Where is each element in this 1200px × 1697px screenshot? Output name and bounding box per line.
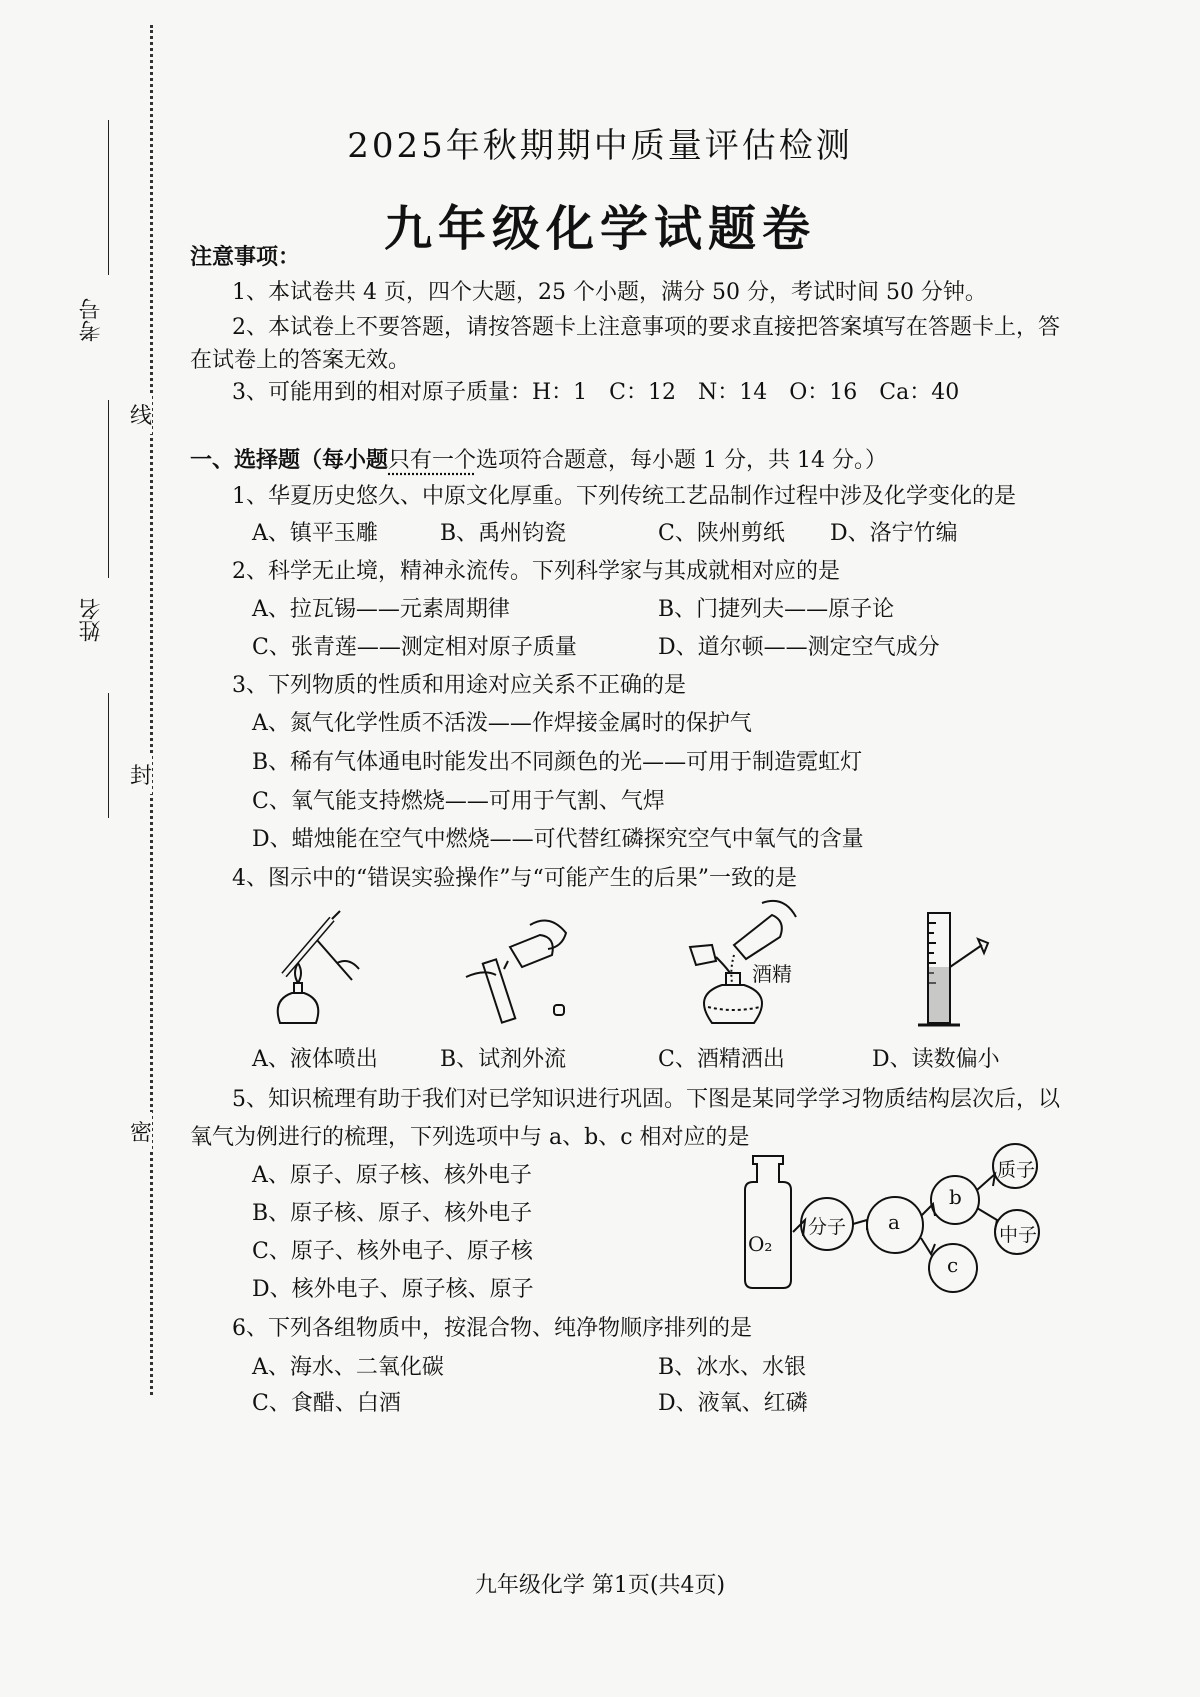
q1-option-d: D、洛宁竹编 xyxy=(830,521,958,546)
q6-option-d: D、液氧、红磷 xyxy=(658,1391,808,1416)
notice-item-3: 3、可能用到的相对原子质量：H：1 C：12 N：14 O：16 Ca：40 xyxy=(232,380,960,405)
q6-option-c: C、食醋、白酒 xyxy=(252,1391,401,1416)
notice-heading: 注意事项： xyxy=(190,244,301,270)
q3-option-c: C、氧气能支持燃烧——可用于气割、气焊 xyxy=(252,789,665,814)
q4-option-a: A、液体喷出 xyxy=(252,1047,378,1072)
diagram-c-label: c xyxy=(947,1253,959,1277)
q4-figure-d-cylinder xyxy=(908,905,998,1035)
name-label: 姓名 xyxy=(79,598,104,642)
diagram-bottle-label: O₂ xyxy=(748,1232,773,1256)
section-1-heading-pre: 一、选择题（每小题 xyxy=(190,447,389,473)
q5-option-a: A、原子、原子核、核外电子 xyxy=(252,1163,532,1188)
q5-stem-1: 5、知识梳理有助于我们对已学知识进行巩固。下图是某同学学习物质结构层次后，以 xyxy=(232,1087,1060,1112)
exam-no-label: 考号 xyxy=(79,298,104,342)
q5-option-b: B、原子核、原子、核外电子 xyxy=(252,1201,533,1226)
notice-item-2b: 在试卷上的答案无效。 xyxy=(190,348,411,373)
q3-option-d: D、蜡烛能在空气中燃烧——可代替红磷探究空气中氧气的含量 xyxy=(252,827,864,852)
extra-underline xyxy=(108,693,109,818)
q4-option-b: B、试剂外流 xyxy=(440,1047,567,1072)
diagram-b-label: b xyxy=(949,1185,962,1209)
section-1-heading-emphasis: 只有一个 xyxy=(388,448,477,473)
page-footer: 九年级化学 第1页(共4页) xyxy=(474,1573,726,1598)
q3-option-a: A、氮气化学性质不活泼——作焊接金属时的保护气 xyxy=(252,711,752,736)
q4-figure-b-pouring xyxy=(460,905,580,1030)
diagram-neutron-label: 中子 xyxy=(999,1224,1038,1246)
exam-subtitle: 九年级化学试题卷 xyxy=(383,201,816,257)
q5-stem-2: 氧气为例进行的梳理，下列选项中与 a、b、c 相对应的是 xyxy=(190,1125,750,1150)
q4-figure-c-alcohol xyxy=(682,895,812,1030)
q2-option-b: B、门捷列夫——原子论 xyxy=(658,597,895,622)
notice-item-2a: 2、本试卷上不要答题，请按答题卡上注意事项的要求直接把答案填写在答题卡上，答 xyxy=(232,315,1060,340)
q6-option-b: B、冰水、水银 xyxy=(658,1355,807,1380)
q4-option-d: D、读数偏小 xyxy=(872,1047,1000,1072)
q4-stem: 4、图示中的“错误实验操作”与“可能产生的后果”一致的是 xyxy=(232,866,797,891)
diagram-proton-label: 质子 xyxy=(997,1159,1036,1181)
q6-stem: 6、下列各组物质中，按混合物、纯净物顺序排列的是 xyxy=(232,1316,752,1341)
q6-option-a: A、海水、二氧化碳 xyxy=(252,1355,444,1380)
name-underline xyxy=(108,400,109,578)
q3-option-b: B、稀有气体通电时能发出不同颜色的光——可用于制造霓虹灯 xyxy=(252,750,863,775)
q2-option-c: C、张青莲——测定相对原子质量 xyxy=(252,635,577,660)
q2-stem: 2、科学无止境，精神永流传。下列科学家与其成就相对应的是 xyxy=(232,559,840,584)
q2-option-a: A、拉瓦锡——元素周期律 xyxy=(252,597,510,622)
q5-option-c: C、原子、核外电子、原子核 xyxy=(252,1239,533,1264)
oxygen-bottle xyxy=(745,1156,791,1288)
notice-item-1: 1、本试卷共 4 页，四个大题，25 个小题，满分 50 分，考试时间 50 分钟。 xyxy=(232,280,987,305)
q4-figure-a-heating xyxy=(262,905,372,1030)
line-char: 线 xyxy=(130,395,152,434)
section-1-heading xyxy=(190,443,887,474)
q2-option-d: D、道尔顿——测定空气成分 xyxy=(658,635,940,660)
q1-option-b: B、禹州钧瓷 xyxy=(440,521,567,546)
exam-title: 2025年秋期期中质量评估检测 xyxy=(347,126,853,166)
q4-option-c: C、酒精洒出 xyxy=(658,1047,785,1072)
q3-stem: 3、下列物质的性质和用途对应关系不正确的是 xyxy=(232,673,686,698)
q1-stem: 1、华夏历史悠久、中原文化厚重。下列传统工艺品制作过程中涉及化学变化的是 xyxy=(232,484,1016,509)
diagram-a-label: a xyxy=(888,1210,900,1234)
secret-char: 密 xyxy=(130,1112,152,1151)
q4-figure-c-label: 酒精 xyxy=(752,962,792,986)
diagram-molecule-label: 分子 xyxy=(808,1216,847,1238)
q1-option-a: A、镇平玉雕 xyxy=(252,521,378,546)
q5-option-d: D、核外电子、原子核、原子 xyxy=(252,1277,534,1302)
seal-char: 封 xyxy=(130,755,152,794)
section-1-heading-post: 选项符合题意，每小题 1 分，共 14 分。） xyxy=(476,448,887,473)
q1-option-c: C、陕州剪纸 xyxy=(658,521,785,546)
